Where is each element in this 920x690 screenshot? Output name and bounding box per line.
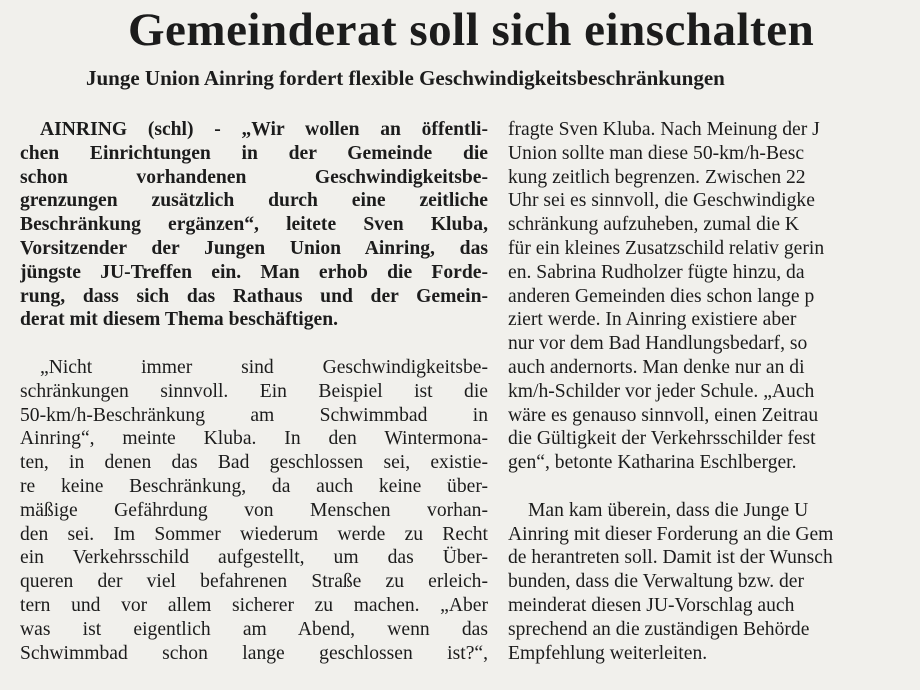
paragraph-gap: [508, 475, 920, 499]
body-paragraph: [20, 356, 488, 665]
body-line: Uhr sei es sinnvoll, die Geschwindigke: [508, 190, 815, 212]
lead-line: Beschränkung ergänzen“, leitete Sven Kluba,: [20, 214, 488, 236]
body-line: was ist eigentlich am Abend, wenn das: [20, 618, 488, 640]
body-line: Schwimmbad schon lange geschlossen ist?“,: [20, 642, 488, 664]
body-line: ein Verkehrsschild aufgestellt, um das Über-: [20, 547, 488, 569]
paragraph-gap: [20, 332, 488, 356]
body-line: wäre es genauso sinnvoll, einen Zeitrau: [508, 404, 819, 426]
body-line: den sei. Im Sommer wiederum werde zu Recht: [20, 523, 488, 545]
right-column: [508, 118, 920, 665]
body-line: tern und vor allem sicherer zu machen. „Aber: [20, 594, 488, 616]
body-line: ziert werde. In Ainring existiere aber: [508, 309, 797, 331]
lead-line: jüngste JU-Treffen ein. Man erhob die Forde-: [20, 261, 488, 283]
closing-paragraph: [508, 499, 920, 666]
left-column: [20, 118, 488, 665]
body-line: Man kam überein, dass die Junge U: [528, 499, 809, 521]
lead-line: schon vorhandenen Geschwindigkeitsbe-: [20, 166, 488, 188]
lead-line: AINRING (schl) - „Wir wollen an öffentli-: [40, 119, 488, 140]
lead-line: derat mit diesem Thema beschäftigen.: [20, 309, 338, 331]
body-line: für ein kleines Zusatzschild relativ gerin: [508, 237, 825, 259]
body-line: mäßige Gefährdung von Menschen vorhan-: [20, 499, 488, 521]
body-line: sprechend an die zuständigen Behörde: [508, 618, 810, 640]
lead-line: Vorsitzender der Jungen Union Ainring, das: [20, 237, 488, 259]
body-line: meinderat diesen JU-Vorschlag auch: [508, 594, 795, 616]
body-line: schränkung aufzuheben, zumal die K: [508, 214, 800, 236]
body-line: nur vor dem Bad Handlungsbedarf, so: [508, 333, 808, 355]
lead-paragraph: [20, 118, 488, 332]
body-line: queren der viel befahrenen Straße zu erleich-: [20, 571, 488, 593]
lead-line: grenzungen zusätzlich durch eine zeitliche: [20, 190, 488, 212]
body-line: fragte Sven Kluba. Nach Meinung der J: [508, 119, 820, 140]
body-line: ten, in denen das Bad geschlossen sei, existie-: [20, 452, 488, 474]
body-line: 50-km/h-Beschränkung am Schwimmbad in: [20, 404, 488, 426]
body-line: re keine Beschränkung, da auch keine über-: [20, 475, 488, 497]
lead-line: chen Einrichtungen in der Gemeinde die: [20, 142, 488, 164]
subheadline: Junge Union Ainring fordert flexible Geschwindigkeitsbeschränkungen: [86, 66, 725, 90]
body-line: Ainring mit dieser Forderung an die Gem: [508, 523, 834, 545]
body-line: schränkungen sinnvoll. Ein Beispiel ist die: [20, 380, 488, 402]
body-line: Empfehlung weiterleiten.: [508, 642, 708, 664]
body-line: en. Sabrina Rudholzer fügte hinzu, da: [508, 261, 805, 283]
body-line: „Nicht immer sind Geschwindigkeitsbe-: [40, 356, 488, 378]
body-line: gen“, betonte Katharina Eschlberger.: [508, 452, 797, 474]
lead-line: rung, dass sich das Rathaus und der Gemein-: [20, 285, 488, 307]
continued-paragraph: [508, 118, 920, 475]
body-line: Union sollte man diese 50-km/h-Besc: [508, 142, 805, 164]
headline: Gemeinderat soll sich einschalten: [128, 4, 815, 56]
body-line: bunden, dass die Verwaltung bzw. der: [508, 571, 805, 593]
body-line: die Gültigkeit der Verkehrsschilder fest: [508, 428, 816, 450]
body-line: kung zeitlich begrenzen. Zwischen 22: [508, 166, 806, 188]
body-line: de herantreten soll. Damit ist der Wunsch: [508, 547, 833, 569]
body-line: auch andernorts. Man denke nur an di: [508, 356, 805, 378]
body-line: Ainring“, meinte Kluba. In den Wintermona-: [20, 428, 488, 450]
body-line: anderen Gemeinden dies schon lange p: [508, 285, 815, 307]
body-line: km/h-Schilder vor jeder Schule. „Auch: [508, 380, 815, 402]
